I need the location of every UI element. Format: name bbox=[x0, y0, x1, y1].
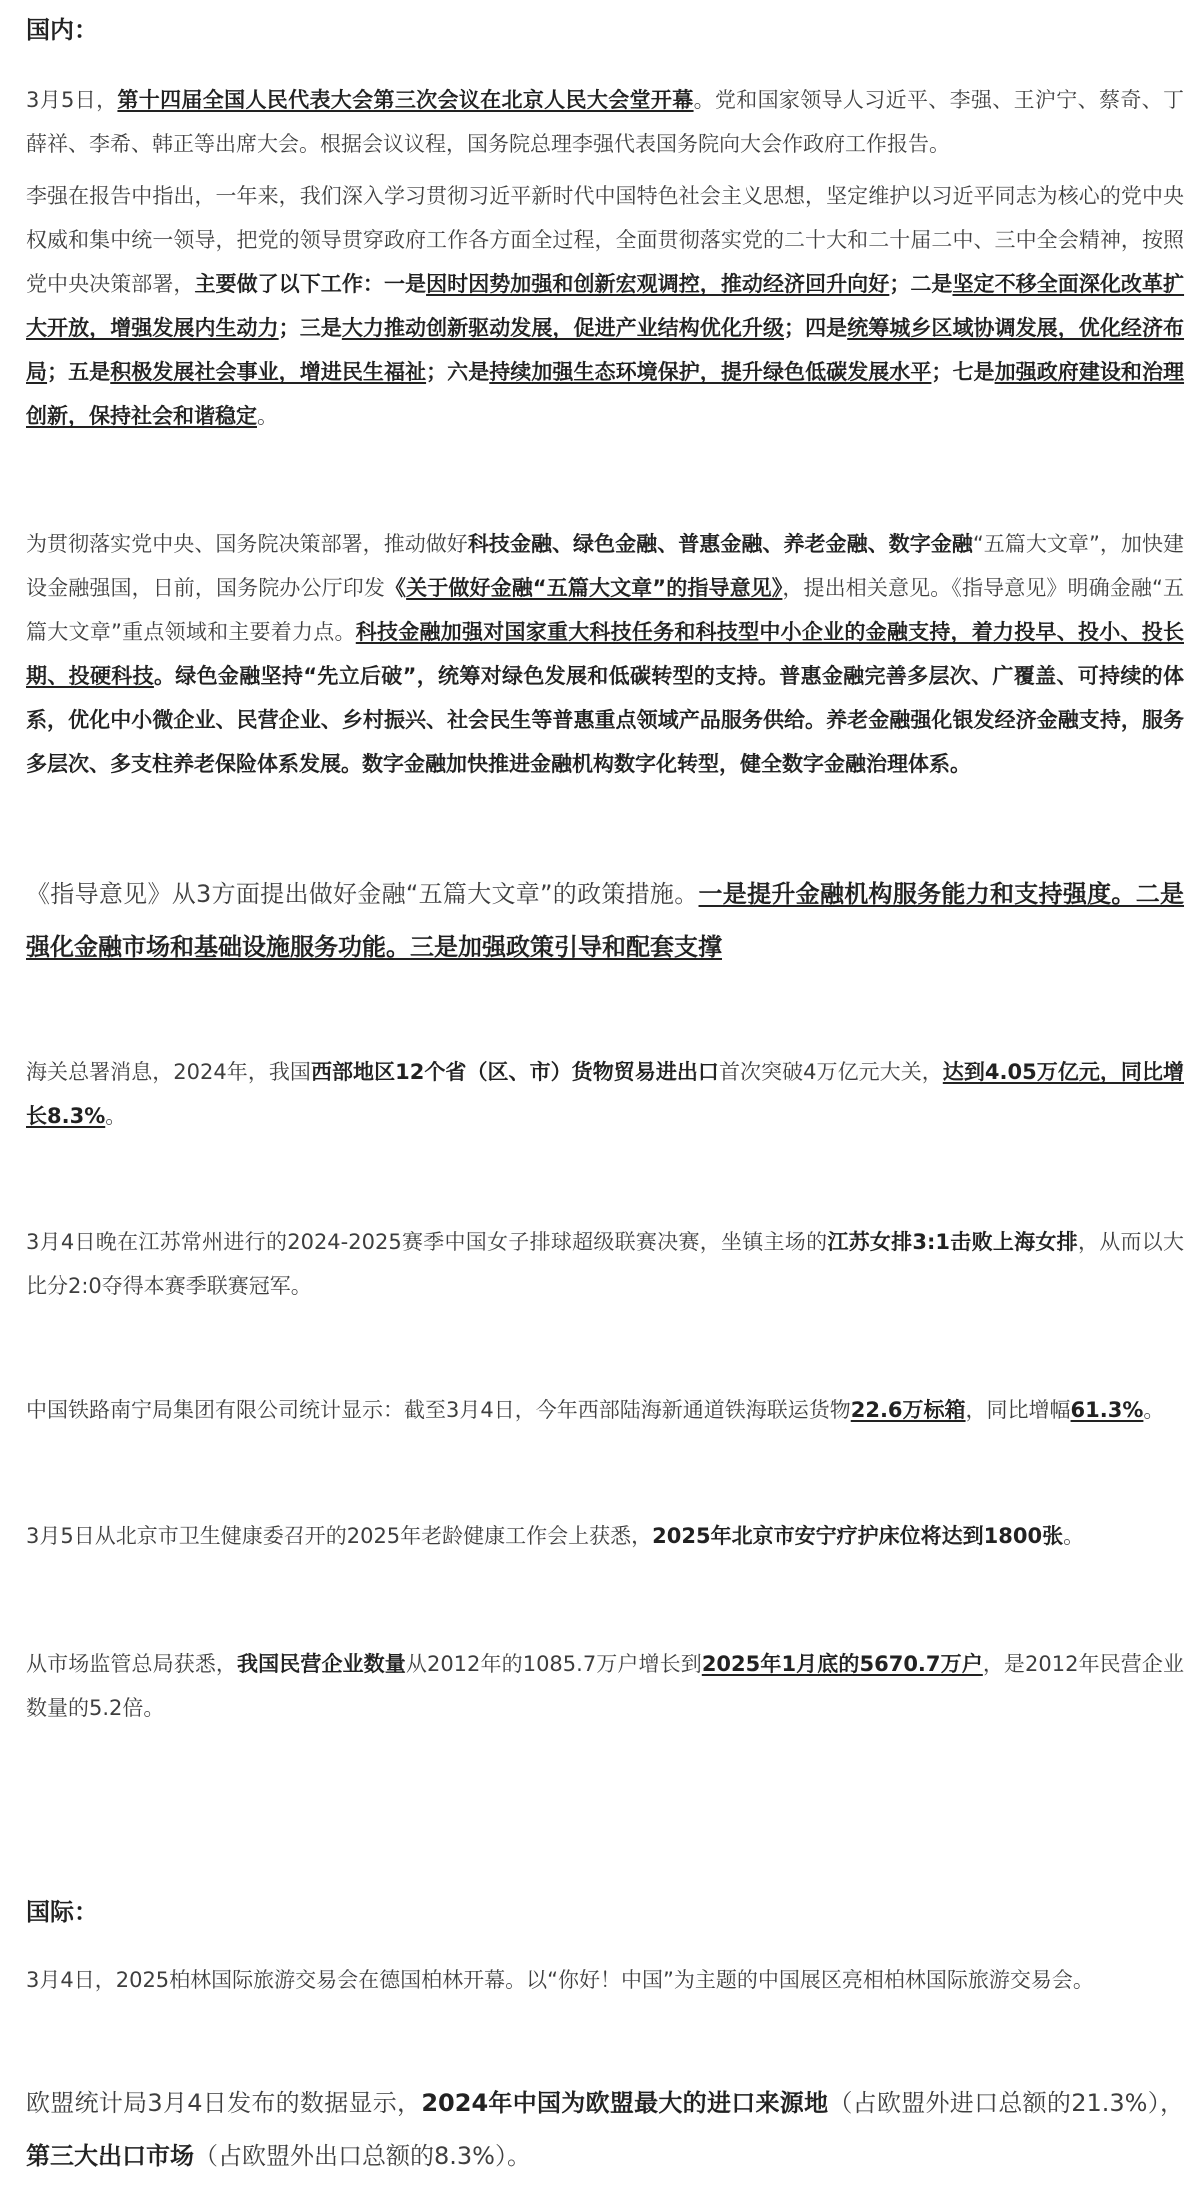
body-text: 从2012年的1085.7万户增长到 bbox=[405, 1652, 702, 1676]
emphasis-bold-text: 我国民营企业数量 bbox=[237, 1652, 406, 1676]
emphasis-bold-text: 主要做了以下工作：一是 bbox=[194, 272, 427, 296]
emphasis-underlined-text: 61.3% bbox=[1070, 1398, 1144, 1422]
international-heading: 国际： bbox=[26, 1898, 98, 1926]
body-text: （占欧盟外出口总额的8.3%）。 bbox=[194, 2141, 531, 2170]
emphasis-bold-text: ；四是 bbox=[784, 316, 848, 340]
emphasis-underlined-text: 第十四届全国人民代表大会第三次会议在北京人民大会堂开幕 bbox=[117, 88, 694, 112]
body-text: 从市场监管总局获悉， bbox=[26, 1652, 238, 1676]
body-text: 李强在报告中指出，一年来，我们深入学习贯彻习近平新时代中国特色社会主义思想，坚定维护以习近平同志为核心的党中央权威和集中统一领导，把党的领导贯穿政府工作各方面全过程，全面贯彻落实党的二十大和二十届二中、三中全会精神，按照党中央决策部署， bbox=[26, 184, 1184, 296]
body-text: 3月4日晚在江苏常州进行的2024-2025赛季中国女子排球超级联赛决赛，坐镇主场的 bbox=[26, 1230, 828, 1254]
body-text: “五篇大文章”，加快建设金融强国，日前，国务院办公厅印发 bbox=[26, 532, 1185, 600]
body-text: 欧盟统计局3月4日发布的数据显示， bbox=[26, 2089, 422, 2117]
emphasis-underlined-text: 大力推动创新驱动发展，促进产业结构优化升级 bbox=[341, 316, 785, 340]
body-text: ，从而以大比分2:0夺得本赛季联赛冠军。 bbox=[26, 1230, 1185, 1298]
paragraph-itb-berlin bbox=[26, 1958, 1184, 2002]
emphasis-underlined-text: 统筹城乡区域协调发展，优化经济布局 bbox=[26, 316, 1185, 384]
domestic-heading: 国内： bbox=[26, 16, 98, 44]
paragraph-hospice-beds bbox=[26, 1514, 1184, 1558]
emphasis-bold-text: 科技金融、绿色金融、普惠金融、养老金融、数字金融 bbox=[467, 532, 973, 556]
paragraph-npc-opening bbox=[26, 78, 1184, 166]
body-text: 3月4日，2025柏林国际旅游交易会在德国柏林开幕。以“你好！中国”为主题的中国展区亮相柏林国际旅游交易会。 bbox=[26, 1968, 1094, 1992]
emphasis-bold-text: 2024年中国为欧盟最大的进口来源地 bbox=[421, 2089, 829, 2117]
emphasis-bold-text: ；二是 bbox=[889, 272, 953, 296]
body-text: 首次突破4万亿元大关， bbox=[718, 1060, 943, 1084]
body-text: 海关总署消息，2024年，我国 bbox=[26, 1060, 311, 1084]
paragraph-government-report bbox=[26, 174, 1184, 438]
body-text: 。 bbox=[1143, 1398, 1165, 1422]
emphasis-underlined-text: 坚定不移全面深化改革扩大开放，增强发展内生动力 bbox=[26, 272, 1185, 340]
emphasis-bold-text: ；五是 bbox=[47, 360, 111, 384]
paragraph-western-trade bbox=[26, 1050, 1184, 1138]
emphasis-underlined-text: 达到4.05万亿元，同比增长8.3% bbox=[26, 1060, 1184, 1128]
paragraph-guideline-measures bbox=[26, 868, 1184, 973]
emphasis-underlined-text: 2025年1月底的5670.7万户 bbox=[701, 1652, 983, 1676]
paragraph-volleyball-final bbox=[26, 1220, 1184, 1308]
body-text: 。 bbox=[105, 1104, 127, 1128]
emphasis-underlined-text: 关于做好金融“五篇大文章”的指导意见》 bbox=[406, 576, 783, 600]
emphasis-underlined-text: 持续加强生态环境保护，提升绿色低碳发展水平 bbox=[489, 360, 932, 384]
paragraph-five-finance-articles bbox=[26, 522, 1184, 786]
body-text: 3月5日， bbox=[26, 88, 118, 112]
body-text: ，是2012年民营企业数量的5.2倍。 bbox=[26, 1652, 1184, 1720]
emphasis-bold-text: 江苏女排3:1击败上海女排 bbox=[827, 1230, 1078, 1254]
body-text: 为贯彻落实党中央、国务院决策部署，推动做好 bbox=[26, 532, 468, 556]
emphasis-bold-text: 《 bbox=[384, 576, 407, 600]
body-text: 。 bbox=[1063, 1524, 1085, 1548]
emphasis-underlined-text: 因时因势加强和创新宏观调控，推动经济回升向好 bbox=[426, 272, 890, 296]
emphasis-bold-text: 2025年北京市安宁疗护床位将达到1800张 bbox=[652, 1524, 1064, 1548]
paragraph-rail-sea-transport bbox=[26, 1388, 1184, 1432]
paragraph-eu-trade-stats bbox=[26, 2077, 1184, 2182]
emphasis-bold-text: ；三是 bbox=[278, 316, 342, 340]
body-text: 。 bbox=[257, 404, 278, 428]
emphasis-bold-text: ；七是 bbox=[931, 360, 995, 384]
emphasis-bold-text: 西部地区12个省（区、市）货物贸易进出口 bbox=[310, 1060, 719, 1084]
body-text: 3月5日从北京市卫生健康委召开的2025年老龄健康工作会上获悉， bbox=[26, 1524, 653, 1548]
body-text: 中国铁路南宁局集团有限公司统计显示：截至3月4日，今年西部陆海新通道铁海联运货物 bbox=[26, 1398, 851, 1422]
emphasis-underlined-text: 积极发展社会事业，增进民生福祉 bbox=[110, 360, 427, 384]
emphasis-bold-text: 。绿色金融坚持“先立后破”，统筹对绿色发展和低碳转型的支持。普惠金融完善多层次、广覆盖、可持续的体系，优化中小微企业、民营企业、乡村振兴、社会民生等普惠重点领域产品服务供给。养老金融强化银发经济金融支持，服务多层次、多支柱养老保险体系发展。数字金融加快推进金融机构数字化转型，健全数字金融治理体系。 bbox=[26, 664, 1184, 776]
emphasis-bold-text: 第三大出口市场 bbox=[26, 2141, 194, 2170]
body-text: （占欧盟外进口总额的21.3%）， bbox=[828, 2089, 1185, 2117]
emphasis-underlined-text: 一是提升金融机构服务能力和支持强度。二是强化金融市场和基础设施服务功能。三是加强政策引导和配套支撑 bbox=[26, 880, 1185, 961]
body-text: ，同比增幅 bbox=[965, 1398, 1071, 1422]
emphasis-underlined-text: 22.6万标箱 bbox=[850, 1398, 966, 1422]
body-text: 。党和国家领导人习近平、李强、王沪宁、蔡奇、丁薛祥、李希、韩正等出席大会。根据会议议程，国务院总理李强代表国务院向大会作政府工作报告。 bbox=[26, 88, 1185, 156]
body-text: 《指导意见》从3方面提出做好金融“五篇大文章”的政策措施。 bbox=[26, 880, 699, 908]
body-text: ，提出相关意见。《指导意见》明确金融“五篇大文章”重点领域和主要着力点。 bbox=[26, 576, 1185, 644]
paragraph-private-enterprises bbox=[26, 1642, 1184, 1730]
emphasis-underlined-text: 加强政府建设和治理创新，保持社会和谐稳定 bbox=[26, 360, 1185, 428]
emphasis-bold-text: ；六是 bbox=[426, 360, 490, 384]
emphasis-underlined-text: 科技金融加强对国家重大科技任务和科技型中小企业的金融支持，着力投早、投小、投长期、投硬科技 bbox=[26, 620, 1184, 688]
